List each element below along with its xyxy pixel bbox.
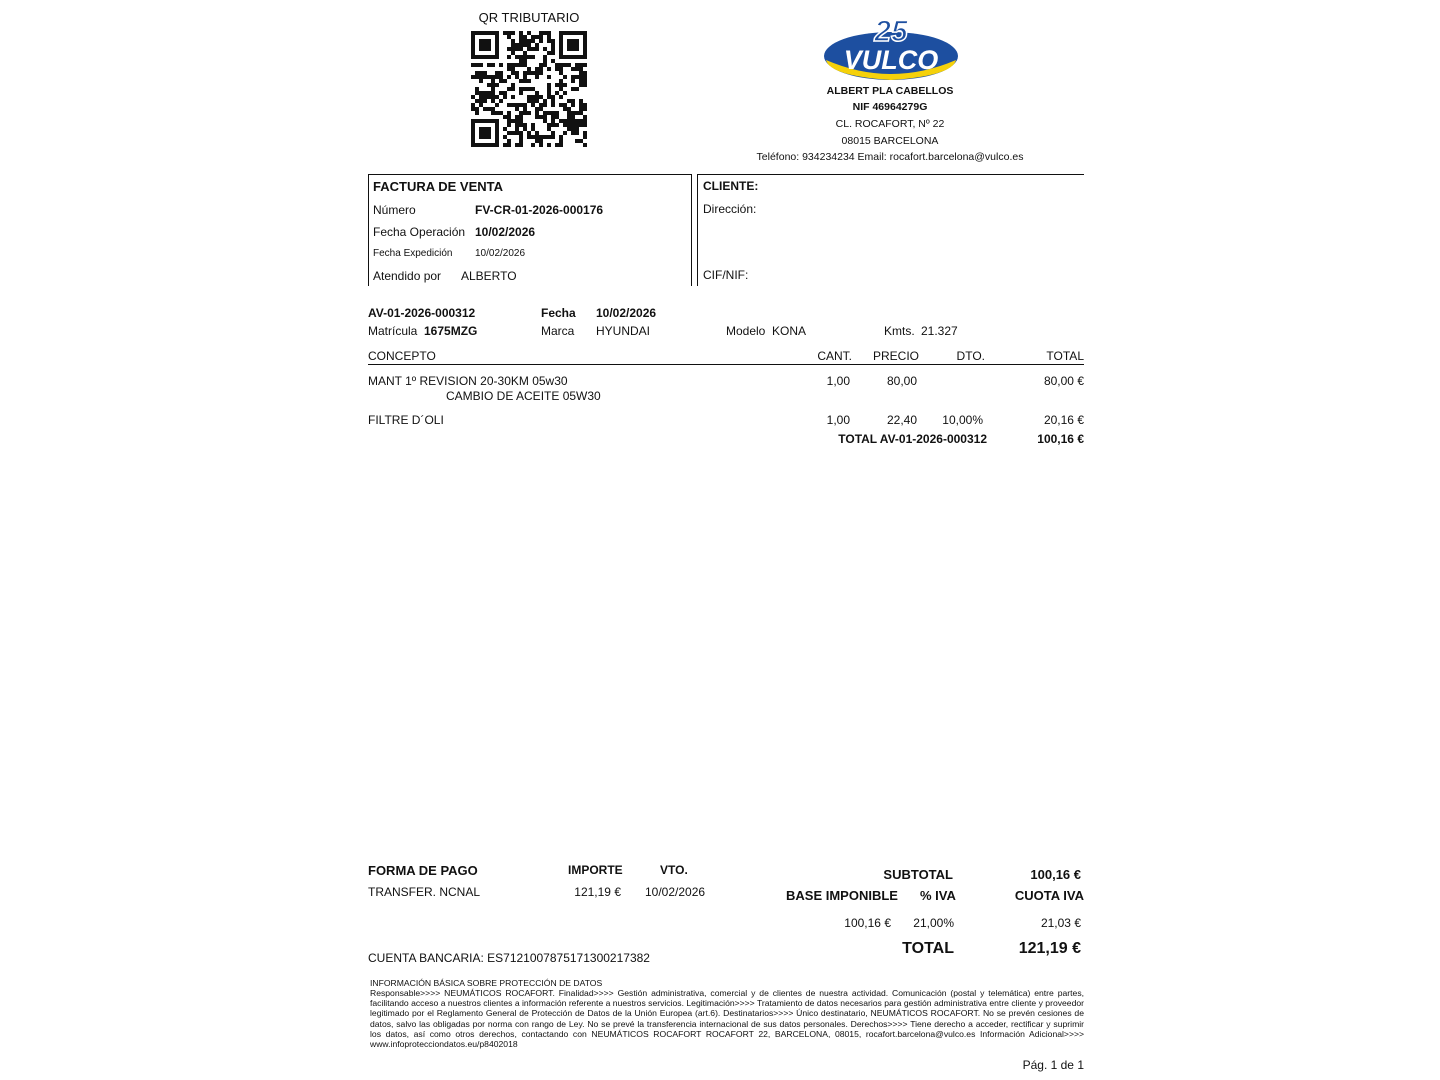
order-total-label: TOTAL AV-01-2026-000312 <box>838 432 987 446</box>
numero-value: FV-CR-01-2026-000176 <box>475 203 604 217</box>
order-code: AV-01-2026-000312 <box>368 306 476 320</box>
cuota-iva-value: 21,03 € <box>1040 916 1081 930</box>
item-1-precio: 80,00 <box>886 374 917 388</box>
client-cif-label: CIF/NIF: <box>703 268 749 282</box>
iva-label: % IVA <box>920 888 956 903</box>
fecha-expedicion-label: Fecha Expedición <box>373 248 453 259</box>
order-fecha-label: Fecha <box>541 306 576 320</box>
company-address: CL. ROCAFORT, Nº 22 <box>835 118 945 130</box>
total-label: TOTAL <box>902 940 954 957</box>
importe-value: 121,19 € <box>574 885 621 899</box>
base-imponible-value: 100,16 € <box>844 916 891 930</box>
atendido-value: ALBERTO <box>461 269 517 283</box>
vto-value: 10/02/2026 <box>645 885 706 899</box>
cuenta-bancaria: CUENTA BANCARIA: ES7121007875171300217382 <box>368 951 650 965</box>
modelo-label: Modelo <box>726 324 766 338</box>
order-total-value: 100,16 € <box>1037 432 1084 446</box>
item-1-concepto: MANT 1º REVISION 20-30KM 05w30 <box>368 374 568 388</box>
fecha-expedicion-value: 10/02/2026 <box>475 248 526 259</box>
logo-number: 25 <box>874 15 908 48</box>
modelo-value: KONA <box>772 324 807 338</box>
legal-text: Responsable>>>> NEUMÁTICOS ROCAFORT. Finalidad>>>> Gestión administrativa, comercial y de clientes de nuestra actividad. Comunicación (postal y telemática) entre partes, facilitando acceso a nuestros clientes a información referente a nuestros servicios. Legitimación>>>> Tratamiento de datos necesarios para gestión administrativa entre cliente y proveedor legitimado por el Reglamento General de Protección de Datos de la Unión Europea (art.6). Destinatarios>>>> Único destinatario, NEUMÁTICOS ROCAFORT. No se prevén cesiones de datos, salvo las obligadas por norma con rango de Ley. No se prevé la transferencia internacional de sus datos personales. Derechos>>>> Tiene derecho a acceder, rectificar y suprimir los datos, así como otros derechos, contactando con NEUMÁTICOS ROCAFORT ROCAFORT 22, BARCELONA, 08015, rocafort.barcelona@vulco.es Información Adicional>>>> www.infoprotecciondatos.eu/p8402018 <box>370 988 1084 1050</box>
company-nif: NIF 46964279G <box>852 101 928 113</box>
col-total: TOTAL <box>1046 349 1084 363</box>
legal-title: INFORMACIÓN BÁSICA SOBRE PROTECCIÓN DE DATOS <box>370 978 603 988</box>
forma-pago-value: TRANSFER. NCNAL <box>368 885 481 899</box>
item-2-total: 20,16 € <box>1043 413 1084 427</box>
atendido-label: Atendido por <box>373 269 442 283</box>
vulco-logo <box>822 10 960 82</box>
company-contact: Teléfono: 934234234 Email: rocafort.barcelona@vulco.es <box>756 151 1024 163</box>
iva-value: 21,00% <box>913 916 954 930</box>
cuota-iva-label: CUOTA IVA <box>1014 888 1084 903</box>
item-2-precio: 22,40 <box>886 413 917 427</box>
qr-code <box>471 31 587 147</box>
qr-title: QR TRIBUTARIO <box>478 10 580 25</box>
marca-label: Marca <box>541 324 575 338</box>
page-number: Pág. 1 de 1 <box>1022 1058 1084 1072</box>
kmts-value: 21.327 <box>921 324 958 338</box>
order-fecha-value: 10/02/2026 <box>596 306 657 320</box>
marca-value: HYUNDAI <box>596 324 651 338</box>
col-concepto: CONCEPTO <box>368 349 436 363</box>
invoice-title: FACTURA DE VENTA <box>373 179 503 194</box>
matricula-label: Matrícula <box>368 324 418 338</box>
base-imponible-label: BASE IMPONIBLE <box>786 888 898 903</box>
item-2-cant: 1,00 <box>826 413 850 427</box>
col-cant: CANT. <box>817 349 852 363</box>
item-2-dto: 10,00% <box>942 413 983 427</box>
subtotal-value: 100,16 € <box>1030 867 1081 882</box>
vto-label: VTO. <box>660 863 688 877</box>
kmts-label: Kmts. <box>884 324 915 338</box>
items-header-rule <box>368 364 1084 365</box>
company-name: ALBERT PLA CABELLOS <box>826 85 954 97</box>
forma-pago-label: FORMA DE PAGO <box>368 863 478 878</box>
item-2-concepto: FILTRE D´OLI <box>368 413 444 427</box>
client-title: CLIENTE: <box>703 179 759 193</box>
item-1-detail: CAMBIO DE ACEITE 05W30 <box>446 389 601 403</box>
item-1-total: 80,00 € <box>1043 374 1084 388</box>
total-value: 121,19 € <box>1018 940 1081 957</box>
subtotal-label: SUBTOTAL <box>883 867 953 882</box>
client-direccion-label: Dirección: <box>703 202 757 216</box>
importe-label: IMPORTE <box>568 863 623 877</box>
company-city: 08015 BARCELONA <box>841 135 939 147</box>
numero-label: Número <box>373 203 416 217</box>
col-precio: PRECIO <box>872 349 919 363</box>
fecha-operacion-value: 10/02/2026 <box>475 225 536 239</box>
col-dto: DTO. <box>956 349 985 363</box>
item-1-cant: 1,00 <box>826 374 850 388</box>
fecha-operacion-label: Fecha Operación <box>373 225 466 239</box>
matricula-value: 1675MZG <box>424 324 478 338</box>
logo-text: VULCO <box>843 45 939 75</box>
